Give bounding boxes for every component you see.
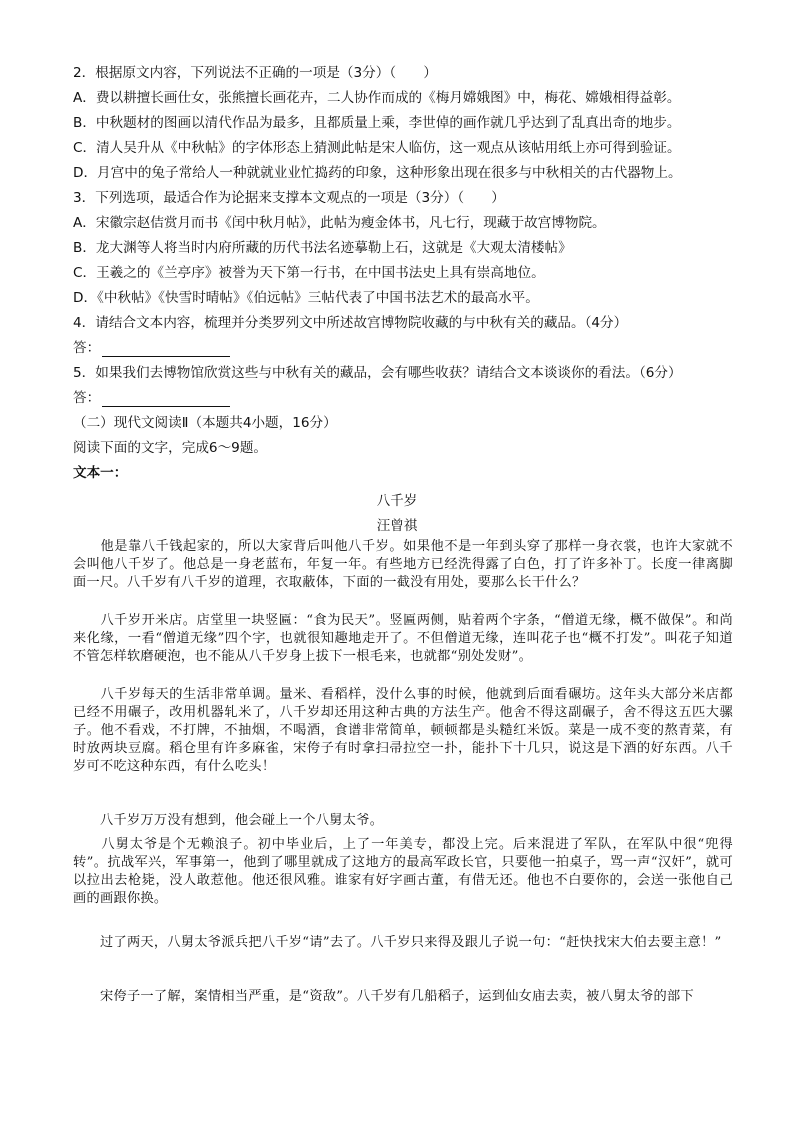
story-paragraph: 八舅太爷是个无赖浪子。初中毕业后，上了一年美专，都没上完。后来混进了军队，在军队中很“兜得转”。抗战军兴，军事第一，他到了哪里就成了这地方的最高军政长官，只要他一拍桌子，骂一声“汉奸”，就可以拉出去枪毙，没人敢惹他。他还很风雅。谁家有好字画古董，有借无还。他也不白要你的，会送一张他自己画的画跟你换。 (73, 837, 733, 906)
answer-label: 答： (73, 340, 101, 356)
story-author: 汪曾祺 (376, 518, 418, 534)
q3-option-c: C．王羲之的《兰亭序》被誉为天下第一行书，在中国书法史上具有崇高地位。 (73, 265, 545, 281)
story-paragraph: 八千岁开米店。店堂里一块竖匾：“食为民天”。竖匾两侧，贴着两个字条，“僧道无缘，概不做保”。和尚来化缘，一看“僧道无缘”四个字，也就很知趣地走开了。不但僧道无缘，连叫花子也“概不打发”。叫花子知道不管怎样软磨硬泡，也不能从八千岁身上拔下一根毛来，也就都“别处发财”。 (73, 613, 733, 664)
q2-option-c: C．清人吴升从《中秋帖》的字体形态上猜测此帖是宋人临仿，这一观点从该帖用纸上亦可得到验证。 (73, 140, 681, 156)
answer-blank[interactable] (102, 392, 230, 407)
q3-option-d: D．《中秋帖》《快雪时晴帖》《伯远帖》三帖代表了中国书法艺术的最高水平。 (73, 290, 539, 306)
question-4: 4．请结合文本内容，梳理并分类罗列文中所述故宫博物院收藏的与中秋有关的藏品。（4分） (73, 315, 628, 331)
q3-option-a: A．宋徽宗赵佶赏月而书《闰中秋月帖》，此帖为瘦金体书，凡七行，现藏于故宫博物院。 (73, 215, 606, 231)
q2-option-d: D．月宫中的兔子常给人一种就就业业忙捣药的印象，这种形象出现在很多与中秋相关的古代器物上。 (73, 165, 682, 181)
answer-line-5 (73, 389, 733, 407)
question-5: 5．如果我们去博物馆欣赏这些与中秋有关的藏品，会有哪些收获？请结合文本谈谈你的看法。（6分） (73, 365, 682, 381)
story-paragraph: 八千岁每天的生活非常单调。量米、看稻样，没什么事的时候，他就到后面看碾坊。这年头大部分米店都已经不用碾子，改用机器轧米了，八千岁却还用这种古典的方法生产。他舍不得这副碾子，舍不得这五匹大骡子。他不看戏，不打牌，不抽烟，不喝酒，食谱非常简单，顿顿都是头糙红米饭。菜是一成不变的熬青菜，有时放两块豆腐。稻仓里有许多麻雀，宋侉子有时拿扫帚拉空一扑，能扑下十几只，说这是下酒的好东西。八千岁可不吃这种东西，有什么吃头！ (73, 687, 733, 774)
text1-label: 文本一： (73, 465, 128, 481)
reading-instruction: 阅读下面的文字，完成6～9题。 (73, 440, 268, 456)
answer-line-4 (73, 339, 733, 357)
story-title: 八千岁 (376, 493, 418, 509)
section-heading: （二）现代文阅读Ⅱ（本题共4小题，16分） (73, 415, 337, 431)
q3-option-b: B．龙大渊等人将当时内府所藏的历代书法名迹摹勒上石，这就是《大观太清楼帖》 (73, 240, 572, 256)
question-3: 3．下列选项，最适合作为论据来支撑本文观点的一项是（3分）（ ） (73, 190, 505, 206)
story-paragraph: 他是靠八千钱起家的，所以大家背后叫他八千岁。如果他不是一年到头穿了那样一身衣裳，也许大家就不会叫他八千岁了。他总是一身老蓝布，年复一年。有些地方已经洗得露了白色，打了许多补丁。长度一律离脚面一尺。八千岁有八千岁的道理，衣取蔽体，下面的一截没有用处，要那么长干什么？ (73, 539, 733, 590)
story-paragraph: 八千岁万万没有想到，他会碰上一个八舅太爷。 (73, 813, 384, 828)
q2-option-b: B．中秋题材的图画以清代作品为最多，且都质量上乘，李世倬的画作就几乎达到了乱真出奇的地步。 (73, 115, 681, 131)
story-paragraph: 宋侉子一了解，案情相当严重，是“资敌”。八千岁有几船稻子，运到仙女庙去卖，被八舅太爷的部下 (73, 989, 695, 1004)
answer-blank[interactable] (102, 342, 230, 357)
story-paragraph: 过了两天，八舅太爷派兵把八千岁“请”去了。八千岁只来得及跟儿子说一句：“赶快找宋大伯去要主意！” (73, 935, 722, 950)
answer-label: 答： (73, 390, 101, 406)
q2-option-a: A．费以耕擅长画仕女，张熊擅长画花卉，二人协作而成的《梅月嫦娥图》中，梅花、嫦娥相得益彰。 (73, 90, 681, 106)
question-2: 2．根据原文内容，下列说法不正确的一项是（3分）（ ） (73, 65, 437, 81)
